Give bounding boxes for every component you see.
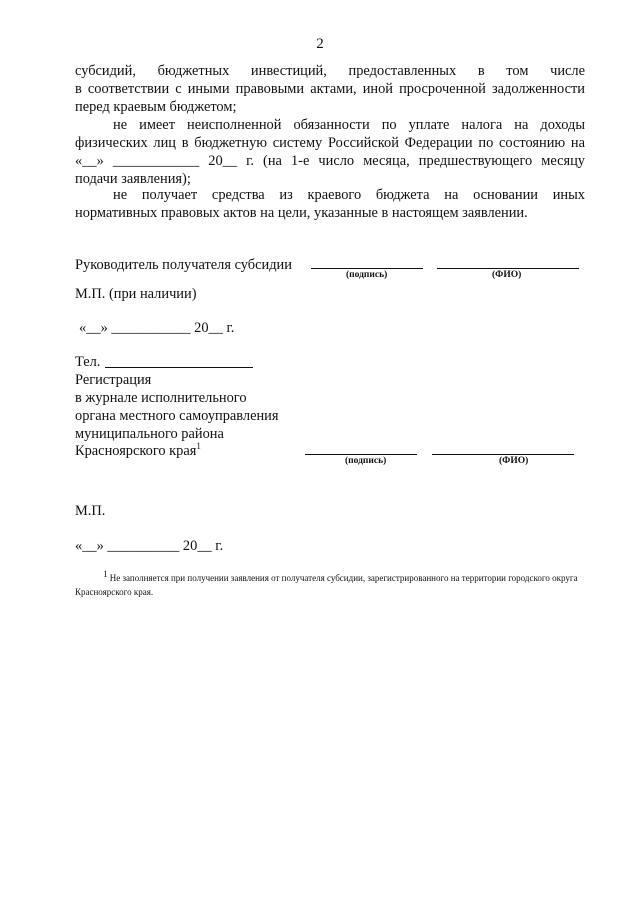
body-line-6: «__» ____________ 20__ г. (на 1-е число месяца, предшествующего месяцу xyxy=(75,153,585,169)
registration-stamp-label: М.П. xyxy=(75,503,106,519)
body-line-7: подачи заявления); xyxy=(75,171,191,187)
body-line-3: перед краевым бюджетом; xyxy=(75,99,237,115)
registration-line-1: Регистрация xyxy=(75,372,152,388)
name-line xyxy=(437,268,579,269)
body-line-4: не имеет неисполненной обязанности по уплате налога на доходы xyxy=(113,117,585,133)
name-caption: (ФИО) xyxy=(492,270,522,280)
footnote-text: Не заполняется при получении заявления от получателя субсидии, зарегистрированного на территории городского округа Красноярского края. xyxy=(75,573,578,597)
registration-line-2: в журнале исполнительного xyxy=(75,390,247,406)
registration-date-line: «__» __________ 20__ г. xyxy=(75,538,224,554)
signature-line xyxy=(311,268,423,269)
phone-line xyxy=(105,367,253,368)
head-of-recipient-label: Руководитель получателя субсидии xyxy=(75,257,292,273)
registration-signature-caption: (подпись) xyxy=(345,456,387,466)
registration-name-line xyxy=(432,454,574,455)
body-line-5: физических лиц в бюджетную систему Российской Федерации по состоянию на xyxy=(75,135,585,151)
registration-line-4: муниципального района xyxy=(75,426,224,442)
body-line-1: субсидий, бюджетных инвестиций, предоставленных в том числе xyxy=(75,63,585,79)
footnote-mark: 1 xyxy=(103,569,108,579)
body-line-2: в соответствии с иными правовыми актами, иной просроченной задолженности xyxy=(75,81,585,97)
body-line-8: не получает средства из краевого бюджета на основании иных xyxy=(113,187,585,203)
stamp-label: М.П. (при наличии) xyxy=(75,286,197,302)
footnote-reference: 1 xyxy=(196,441,201,452)
signature-caption: (подпись) xyxy=(346,270,388,280)
registration-line-3: органа местного самоуправления xyxy=(75,408,279,424)
phone-label: Тел. xyxy=(75,354,101,370)
footnote xyxy=(75,571,585,599)
date-line: «__» ___________ 20__ г. xyxy=(79,320,235,336)
registration-line-5: Красноярского края$^1$ xyxy=(75,441,201,459)
registration-name-caption: (ФИО) xyxy=(499,456,529,466)
registration-signature-line xyxy=(305,454,417,455)
page-number: 2 xyxy=(316,36,324,52)
body-line-9: нормативных правовых актов на цели, указанные в настоящем заявлении. xyxy=(75,205,528,221)
